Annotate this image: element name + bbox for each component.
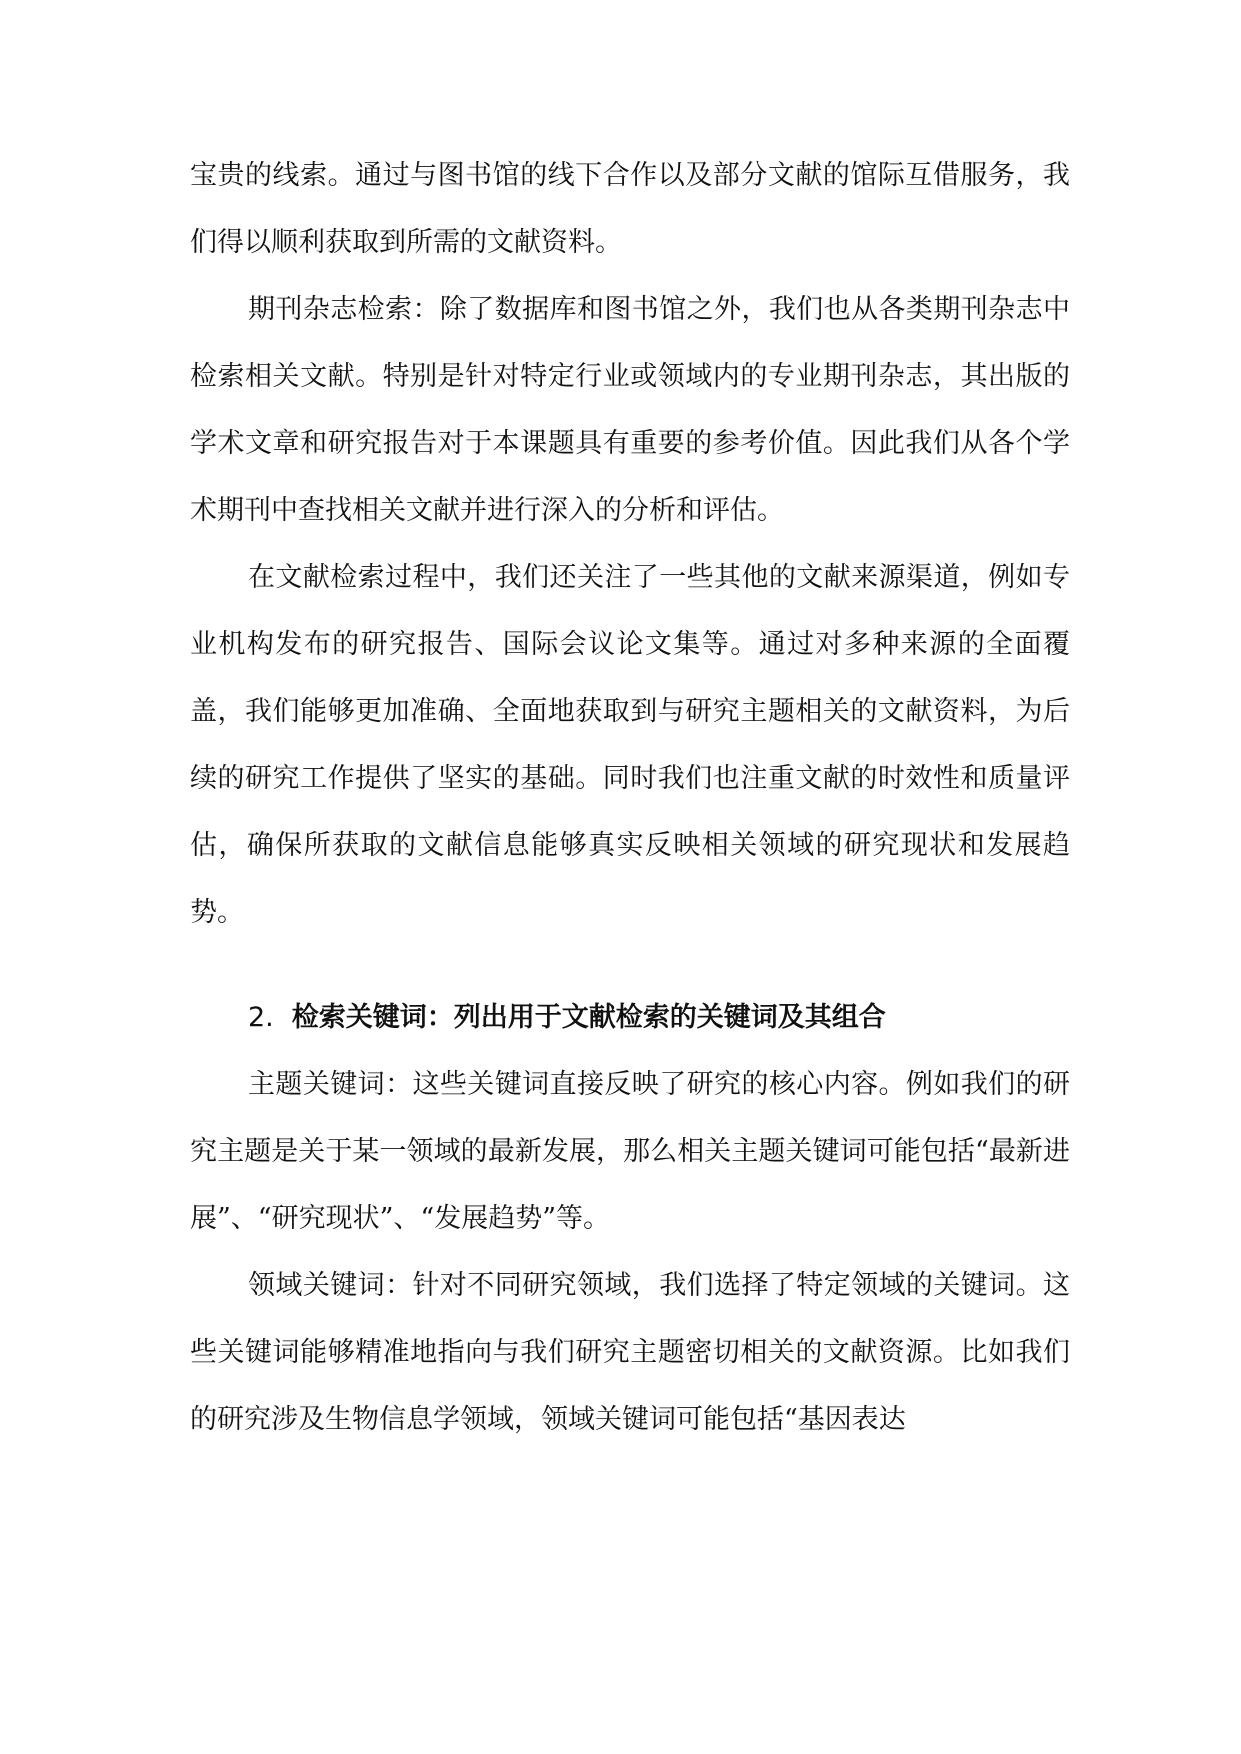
section-title: 检索关键词：列出用于文献检索的关键词及其组合	[291, 1002, 886, 1033]
paragraph-journal-search: 期刊杂志检索：除了数据库和图书馆之外，我们也从各类期刊杂志中检索相关文献。特别是针对特定行业或领域内的专业期刊杂志，其出版的学术文章和研究报告对于本课题具有重要的参考价值。因此我们从各个学术期刊中查找相关文献并进行深入的分析和评估。	[190, 294, 1070, 526]
paragraph-other-sources: 在文献检索过程中，我们还关注了一些其他的文献来源渠道，例如专业机构发布的研究报告、国际会议论文集等。通过对多种来源的全面覆盖，我们能够更加准确、全面地获取到与研究主题相关的文献资料，为后续的研究工作提供了坚实的基础。同时我们也注重文献的时效性和质量评估，确保所获取的文献信息能够真实反映相关领域的研究现状和发展趋势。	[190, 562, 1070, 928]
paragraph-continuation: 宝贵的线索。通过与图书馆的线下合作以及部分文献的馆际互借服务，我们得以顺利获取到所需的文献资料。	[190, 160, 1070, 258]
section-heading	[190, 984, 1070, 1051]
section-number: 2.	[248, 1002, 274, 1033]
paragraph-domain-keywords: 领域关键词：针对不同研究领域，我们选择了特定领域的关键词。这些关键词能够精准地指向与我们研究主题密切相关的文献资源。比如我们的研究涉及生物信息学领域，领域关键词可能包括“基因表达	[190, 1270, 1070, 1435]
document-body	[190, 142, 1070, 1453]
paragraph-topic-keywords: 主题关键词：这些关键词直接反映了研究的核心内容。例如我们的研究主题是关于某一领域的最新发展，那么相关主题关键词可能包括“最新进展”、“研究现状”、“发展趋势”等。	[190, 1069, 1070, 1234]
